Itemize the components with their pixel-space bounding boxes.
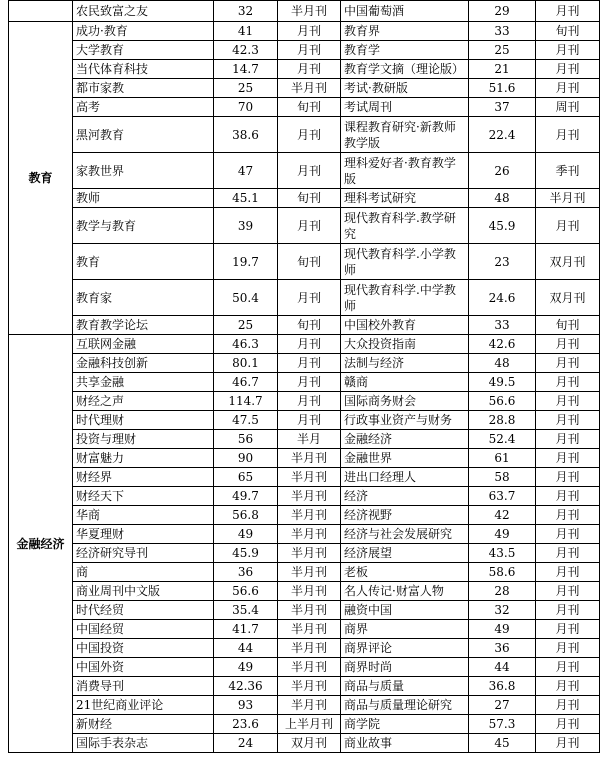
- journal-price: 49.7: [214, 487, 278, 506]
- journal-price: 61: [469, 449, 536, 468]
- journal-name: 教育家: [73, 280, 214, 316]
- journal-price: 58: [469, 468, 536, 487]
- journal-price: 42.3: [214, 41, 278, 60]
- journal-frequency: 双月刊: [536, 280, 600, 316]
- journal-price: 23: [469, 244, 536, 280]
- table-row: [9, 468, 600, 487]
- journal-price: 80.1: [214, 354, 278, 373]
- journal-name: 时代经贸: [73, 601, 214, 620]
- journal-frequency: 月刊: [278, 335, 341, 354]
- table-row: [9, 22, 600, 41]
- journal-name: 教育: [73, 244, 214, 280]
- journal-price: 41: [214, 22, 278, 41]
- table-row: [9, 620, 600, 639]
- journal-name: 中国投资: [73, 639, 214, 658]
- journal-name: 商界: [341, 620, 469, 639]
- journal-price: 56: [214, 430, 278, 449]
- journal-price: 36: [214, 563, 278, 582]
- journal-price: 50.4: [214, 280, 278, 316]
- journal-price: 32: [469, 601, 536, 620]
- journal-frequency: 半月刊: [278, 582, 341, 601]
- journal-price: 32: [214, 1, 278, 22]
- journal-name: 经济视野: [341, 506, 469, 525]
- journal-frequency: 月刊: [536, 411, 600, 430]
- journal-frequency: 月刊: [536, 734, 600, 753]
- table-row: [9, 677, 600, 696]
- journal-frequency: 月刊: [536, 208, 600, 244]
- journal-name: 中国校外教育: [341, 316, 469, 335]
- journal-price: 38.6: [214, 117, 278, 153]
- journal-name: 财经之声: [73, 392, 214, 411]
- journal-price: 26: [469, 153, 536, 189]
- category-cell-empty: [9, 1, 73, 22]
- journal-name: 进出口经理人: [341, 468, 469, 487]
- journal-frequency: 月刊: [536, 696, 600, 715]
- journal-name: 金融经济: [341, 430, 469, 449]
- table-row: [9, 153, 600, 189]
- journal-frequency: 月刊: [536, 373, 600, 392]
- journal-price: 46.3: [214, 335, 278, 354]
- journal-frequency: 半月刊: [278, 487, 341, 506]
- journal-price: 45.9: [469, 208, 536, 244]
- journal-name: 教师: [73, 189, 214, 208]
- table-row: [9, 449, 600, 468]
- journal-frequency: 月刊: [278, 60, 341, 79]
- journal-name: 大众投资指南: [341, 335, 469, 354]
- journal-name: 商品与质量: [341, 677, 469, 696]
- table-row: [9, 316, 600, 335]
- table-row: [9, 734, 600, 753]
- journal-name: 消费导刊: [73, 677, 214, 696]
- journal-frequency: 半月刊: [278, 639, 341, 658]
- journal-frequency: 月刊: [278, 41, 341, 60]
- table-row: [9, 79, 600, 98]
- journal-frequency: 上半月刊: [278, 715, 341, 734]
- journal-price: 23.6: [214, 715, 278, 734]
- table-row: [9, 544, 600, 563]
- table-row: [9, 208, 600, 244]
- journal-price-table: [8, 0, 600, 753]
- journal-price: 33: [469, 22, 536, 41]
- table-row: [9, 563, 600, 582]
- journal-name: 经济展望: [341, 544, 469, 563]
- journal-frequency: 月刊: [536, 468, 600, 487]
- journal-name: 法制与经济: [341, 354, 469, 373]
- journal-name: 时代理财: [73, 411, 214, 430]
- table-row: [9, 98, 600, 117]
- journal-price: 58.6: [469, 563, 536, 582]
- journal-name: 教育学: [341, 41, 469, 60]
- journal-frequency: 月刊: [536, 41, 600, 60]
- journal-price: 27: [469, 696, 536, 715]
- journal-name: 商业故事: [341, 734, 469, 753]
- journal-name: 老板: [341, 563, 469, 582]
- journal-frequency: 月刊: [536, 563, 600, 582]
- journal-name: 金融世界: [341, 449, 469, 468]
- journal-frequency: 旬刊: [278, 244, 341, 280]
- journal-price: 45.9: [214, 544, 278, 563]
- journal-frequency: 半月刊: [278, 658, 341, 677]
- journal-name: 经济研究导刊: [73, 544, 214, 563]
- journal-price: 47.5: [214, 411, 278, 430]
- journal-frequency: 旬刊: [278, 98, 341, 117]
- journal-frequency: 月刊: [536, 117, 600, 153]
- journal-price: 28.8: [469, 411, 536, 430]
- journal-price: 45: [469, 734, 536, 753]
- table-row: [9, 411, 600, 430]
- journal-name: 成功·教育: [73, 22, 214, 41]
- journal-name: 都市家教: [73, 79, 214, 98]
- journal-price: 19.7: [214, 244, 278, 280]
- journal-price: 52.4: [469, 430, 536, 449]
- journal-frequency: 半月刊: [278, 79, 341, 98]
- journal-frequency: 月刊: [536, 487, 600, 506]
- journal-frequency: 半月刊: [278, 544, 341, 563]
- journal-name: 投资与理财: [73, 430, 214, 449]
- journal-frequency: 月刊: [278, 208, 341, 244]
- journal-frequency: 旬刊: [536, 316, 600, 335]
- category-label: 金融经济: [9, 335, 73, 753]
- table-row: [9, 373, 600, 392]
- table-row: [9, 525, 600, 544]
- table-body: [9, 1, 600, 753]
- journal-frequency: 月刊: [536, 677, 600, 696]
- journal-frequency: 月刊: [536, 449, 600, 468]
- journal-frequency: 半月刊: [278, 677, 341, 696]
- journal-price: 90: [214, 449, 278, 468]
- table-row: [9, 354, 600, 373]
- table-row: [9, 487, 600, 506]
- table-row: [9, 658, 600, 677]
- journal-frequency: 半月刊: [278, 449, 341, 468]
- journal-frequency: 月刊: [536, 658, 600, 677]
- table-row: [9, 696, 600, 715]
- journal-frequency: 月刊: [536, 506, 600, 525]
- journal-frequency: 月刊: [536, 335, 600, 354]
- journal-name: 现代教育科学.中学教师: [341, 280, 469, 316]
- journal-price: 56.8: [214, 506, 278, 525]
- journal-name: 理科考试研究: [341, 189, 469, 208]
- journal-frequency: 半月刊: [278, 601, 341, 620]
- journal-price: 63.7: [469, 487, 536, 506]
- journal-price: 56.6: [469, 392, 536, 411]
- journal-name: 现代教育科学.小学教师: [341, 244, 469, 280]
- journal-name: 名人传记·财富人物: [341, 582, 469, 601]
- journal-name: 教育教学论坛: [73, 316, 214, 335]
- journal-frequency: 半月刊: [278, 525, 341, 544]
- journal-frequency: 月刊: [536, 582, 600, 601]
- journal-price: 70: [214, 98, 278, 117]
- journal-price: 114.7: [214, 392, 278, 411]
- journal-frequency: 半月: [278, 430, 341, 449]
- table-row: [9, 41, 600, 60]
- journal-price: 42.36: [214, 677, 278, 696]
- journal-frequency: 月刊: [278, 22, 341, 41]
- journal-price: 93: [214, 696, 278, 715]
- journal-name: 商业周刊中文版: [73, 582, 214, 601]
- journal-frequency: 月刊: [536, 715, 600, 734]
- journal-name: 中国外资: [73, 658, 214, 677]
- journal-price: 51.6: [469, 79, 536, 98]
- journal-frequency: 半月刊: [536, 189, 600, 208]
- table-row: [9, 117, 600, 153]
- table-row: [9, 639, 600, 658]
- journal-name: 家教世界: [73, 153, 214, 189]
- journal-name: 农民致富之友: [73, 1, 214, 22]
- journal-frequency: 月刊: [278, 354, 341, 373]
- journal-name: 经济: [341, 487, 469, 506]
- table-row: [9, 715, 600, 734]
- journal-frequency: 半月刊: [278, 1, 341, 22]
- journal-price: 45.1: [214, 189, 278, 208]
- table-row: [9, 1, 600, 22]
- journal-frequency: 半月刊: [278, 468, 341, 487]
- table-row: [9, 601, 600, 620]
- journal-name: 国际手表杂志: [73, 734, 214, 753]
- journal-price: 43.5: [469, 544, 536, 563]
- journal-price: 36: [469, 639, 536, 658]
- journal-name: 国际商务财会: [341, 392, 469, 411]
- journal-price: 48: [469, 189, 536, 208]
- journal-price: 29: [469, 1, 536, 22]
- journal-frequency: 月刊: [278, 373, 341, 392]
- journal-name: 金融科技创新: [73, 354, 214, 373]
- journal-price: 49: [469, 620, 536, 639]
- table-row: [9, 582, 600, 601]
- journal-price-table-container: [8, 0, 599, 753]
- journal-price: 49: [469, 525, 536, 544]
- journal-price: 42: [469, 506, 536, 525]
- journal-name: 教育界: [341, 22, 469, 41]
- journal-price: 24.6: [469, 280, 536, 316]
- journal-name: 考试周刊: [341, 98, 469, 117]
- table-row: [9, 244, 600, 280]
- journal-name: 商品与质量理论研究: [341, 696, 469, 715]
- table-row: [9, 280, 600, 316]
- journal-name: 中国葡萄酒: [341, 1, 469, 22]
- journal-price: 33: [469, 316, 536, 335]
- journal-price: 24: [214, 734, 278, 753]
- journal-frequency: 双月刊: [536, 244, 600, 280]
- journal-name: 当代体育科技: [73, 60, 214, 79]
- journal-frequency: 季刊: [536, 153, 600, 189]
- journal-price: 49: [214, 525, 278, 544]
- journal-frequency: 月刊: [278, 411, 341, 430]
- journal-name: 大学教育: [73, 41, 214, 60]
- journal-price: 35.4: [214, 601, 278, 620]
- journal-price: 21: [469, 60, 536, 79]
- journal-name: 现代教育科学.教学研究: [341, 208, 469, 244]
- journal-frequency: 月刊: [278, 117, 341, 153]
- journal-price: 37: [469, 98, 536, 117]
- journal-name: 财经天下: [73, 487, 214, 506]
- journal-name: 赣商: [341, 373, 469, 392]
- journal-name: 融资中国: [341, 601, 469, 620]
- table-row: [9, 392, 600, 411]
- journal-name: 经济与社会发展研究: [341, 525, 469, 544]
- journal-price: 42.6: [469, 335, 536, 354]
- journal-name: 21世纪商业评论: [73, 696, 214, 715]
- journal-frequency: 月刊: [278, 280, 341, 316]
- journal-name: 互联网金融: [73, 335, 214, 354]
- journal-price: 25: [214, 316, 278, 335]
- journal-name: 教学与教育: [73, 208, 214, 244]
- journal-frequency: 旬刊: [536, 22, 600, 41]
- journal-price: 28: [469, 582, 536, 601]
- table-row: [9, 506, 600, 525]
- journal-price: 44: [214, 639, 278, 658]
- journal-name: 黑河教育: [73, 117, 214, 153]
- journal-price: 25: [214, 79, 278, 98]
- journal-frequency: 旬刊: [278, 189, 341, 208]
- journal-frequency: 月刊: [536, 354, 600, 373]
- journal-name: 高考: [73, 98, 214, 117]
- journal-price: 57.3: [469, 715, 536, 734]
- journal-name: 共享金融: [73, 373, 214, 392]
- journal-price: 49: [214, 658, 278, 677]
- journal-frequency: 月刊: [278, 153, 341, 189]
- table-row: [9, 335, 600, 354]
- journal-name: 财经界: [73, 468, 214, 487]
- journal-name: 考试·教研版: [341, 79, 469, 98]
- journal-frequency: 半月刊: [278, 563, 341, 582]
- category-label: 教育: [9, 22, 73, 335]
- journal-name: 教育学文摘（理论版）: [341, 60, 469, 79]
- journal-price: 47: [214, 153, 278, 189]
- table-row: [9, 189, 600, 208]
- journal-frequency: 月刊: [536, 525, 600, 544]
- journal-name: 商学院: [341, 715, 469, 734]
- journal-frequency: 周刊: [536, 98, 600, 117]
- journal-price: 46.7: [214, 373, 278, 392]
- journal-frequency: 月刊: [278, 392, 341, 411]
- journal-frequency: 月刊: [536, 60, 600, 79]
- journal-name: 新财经: [73, 715, 214, 734]
- journal-name: 商: [73, 563, 214, 582]
- journal-frequency: 双月刊: [278, 734, 341, 753]
- journal-name: 理科爱好者·教育教学版: [341, 153, 469, 189]
- journal-price: 14.7: [214, 60, 278, 79]
- journal-price: 25: [469, 41, 536, 60]
- journal-frequency: 半月刊: [278, 696, 341, 715]
- journal-frequency: 月刊: [536, 392, 600, 411]
- journal-frequency: 月刊: [536, 601, 600, 620]
- journal-name: 华商: [73, 506, 214, 525]
- journal-frequency: 旬刊: [278, 316, 341, 335]
- journal-price: 56.6: [214, 582, 278, 601]
- journal-price: 44: [469, 658, 536, 677]
- journal-frequency: 月刊: [536, 639, 600, 658]
- journal-name: 商界时尚: [341, 658, 469, 677]
- journal-name: 财富魅力: [73, 449, 214, 468]
- table-row: [9, 60, 600, 79]
- journal-name: 课程教育研究·新教师教学版: [341, 117, 469, 153]
- journal-frequency: 月刊: [536, 1, 600, 22]
- journal-name: 商界评论: [341, 639, 469, 658]
- journal-frequency: 半月刊: [278, 620, 341, 639]
- journal-name: 华夏理财: [73, 525, 214, 544]
- journal-name: 中国经贸: [73, 620, 214, 639]
- journal-frequency: 月刊: [536, 79, 600, 98]
- journal-price: 36.8: [469, 677, 536, 696]
- journal-price: 65: [214, 468, 278, 487]
- journal-frequency: 半月刊: [278, 506, 341, 525]
- journal-price: 41.7: [214, 620, 278, 639]
- journal-name: 行政事业资产与财务: [341, 411, 469, 430]
- journal-price: 49.5: [469, 373, 536, 392]
- journal-frequency: 月刊: [536, 544, 600, 563]
- journal-frequency: 月刊: [536, 430, 600, 449]
- journal-frequency: 月刊: [536, 620, 600, 639]
- journal-price: 48: [469, 354, 536, 373]
- journal-price: 22.4: [469, 117, 536, 153]
- table-row: [9, 430, 600, 449]
- journal-price: 39: [214, 208, 278, 244]
